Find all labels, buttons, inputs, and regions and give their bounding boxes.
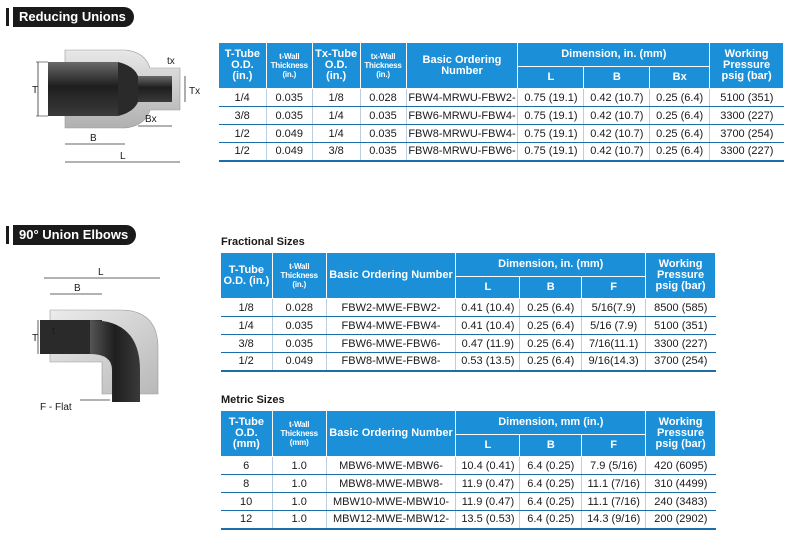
table-row	[221, 457, 716, 475]
table-cell: 0.41 (10.4)	[456, 299, 520, 317]
table-row	[219, 107, 784, 125]
table-cell: MBW8-MWE-MBW8-	[326, 475, 456, 493]
table-cell: 1/4	[219, 89, 267, 107]
table-cell: 0.035	[360, 125, 406, 143]
table-cell: 1/4	[312, 125, 360, 143]
table-cell: 0.25 (6.4)	[520, 353, 582, 371]
table-cell: 240 (3483)	[646, 493, 716, 511]
table-cell: 1/4	[221, 317, 273, 335]
table-cell: 0.75 (19.1)	[518, 107, 584, 125]
col-header-F: F	[582, 435, 646, 457]
table-cell: 0.25 (6.4)	[520, 299, 582, 317]
table-cell: MBW12-MWE-MBW12-	[326, 511, 456, 529]
elbow-dim-label-B: B	[74, 283, 81, 294]
table-cell: 11.9 (0.47)	[456, 475, 520, 493]
table-cell: 3700 (254)	[646, 353, 716, 371]
col-header-t-tube-od: T-Tube O.D. (in.)	[219, 43, 267, 89]
table-cell: 0.25 (6.4)	[520, 335, 582, 353]
table-cell: 0.53 (13.5)	[456, 353, 520, 371]
table-cell: 7.9 (5/16)	[582, 457, 646, 475]
table-cell: 13.5 (0.53)	[456, 511, 520, 529]
table-row	[221, 317, 716, 335]
reducing-unions-table	[218, 42, 784, 162]
table-cell: 0.25 (6.4)	[650, 107, 710, 125]
table-cell: 11.9 (0.47)	[456, 493, 520, 511]
table-cell: 0.035	[266, 89, 312, 107]
table-cell: 14.3 (9/16)	[582, 511, 646, 529]
col-header-ordering: Basic Ordering Number	[406, 43, 518, 89]
table-cell: FBW8-MWE-FBW8-	[326, 353, 456, 371]
col-header-tx-wall: tx-Wall Thickness (in.)	[360, 43, 406, 89]
fractional-elbows-rows	[221, 299, 716, 371]
table-cell: 0.42 (10.7)	[584, 89, 650, 107]
table-cell: FBW4-MWE-FBW4-	[326, 317, 456, 335]
table-cell: 1.0	[272, 511, 326, 529]
table-cell: 0.049	[272, 353, 326, 371]
table-cell: 0.41 (10.4)	[456, 317, 520, 335]
table-cell: 0.25 (6.4)	[520, 317, 582, 335]
table-cell: 0.75 (19.1)	[518, 143, 584, 161]
union-elbows-header	[6, 224, 136, 246]
table-cell: 8	[221, 475, 273, 493]
table-row	[221, 493, 716, 511]
section-title-reducing-unions: Reducing Unions	[13, 7, 134, 27]
elbow-dim-label-t: t	[52, 326, 55, 337]
table-cell: 0.028	[272, 299, 326, 317]
table-cell: 5100 (351)	[710, 89, 784, 107]
table-cell: 8500 (585)	[646, 299, 716, 317]
dim-label-Bx: Bx	[145, 114, 157, 125]
table-cell: 1.0	[272, 475, 326, 493]
metric-elbows-table	[220, 410, 716, 530]
col-header-B: B	[520, 277, 582, 299]
table-cell: 5100 (351)	[646, 317, 716, 335]
table-cell: FBW8-MRWU-FBW4-	[406, 125, 518, 143]
elbow-flat-label: F - Flat	[40, 402, 72, 413]
table-cell: 3300 (227)	[710, 107, 784, 125]
union-elbow-diagram	[30, 262, 200, 422]
table-cell: 0.035	[360, 107, 406, 125]
table-cell: FBW8-MRWU-FBW6-	[406, 143, 518, 161]
dim-label-B: B	[90, 133, 97, 144]
table-cell: MBW6-MWE-MBW6-	[326, 457, 456, 475]
table-cell: 310 (4499)	[646, 475, 716, 493]
col-header-L: L	[456, 435, 520, 457]
table-cell: 6.4 (0.25)	[520, 493, 582, 511]
metric-elbows-rows	[221, 457, 716, 529]
table-cell: 9/16(14.3)	[582, 353, 646, 371]
table-cell: 6.4 (0.25)	[520, 511, 582, 529]
col-header-t-wall: t-Wall Thickness (mm)	[272, 411, 326, 457]
table-cell: 3300 (227)	[710, 143, 784, 161]
col-header-t-wall: t-Wall Thickness (in.)	[272, 253, 326, 299]
table-cell: 10.4 (0.41)	[456, 457, 520, 475]
table-row	[221, 299, 716, 317]
col-header-pressure: Working Pressure psig (bar)	[710, 43, 784, 89]
col-header-B: B	[520, 435, 582, 457]
dim-label-Tx: Tx	[189, 86, 201, 97]
table-cell: 1.0	[272, 493, 326, 511]
fractional-elbows-table	[220, 252, 716, 372]
table-cell: 0.028	[360, 89, 406, 107]
reducing-unions-rows	[219, 89, 784, 161]
table-cell: FBW4-MRWU-FBW2-	[406, 89, 518, 107]
table-row	[221, 511, 716, 529]
table-cell: 6	[221, 457, 273, 475]
table-cell: 3300 (227)	[646, 335, 716, 353]
table-cell: 6.4 (0.25)	[520, 457, 582, 475]
table-cell: 420 (6095)	[646, 457, 716, 475]
col-header-L: L	[456, 277, 520, 299]
table-cell: 11.1 (7/16)	[582, 475, 646, 493]
table-cell: 1/2	[219, 143, 267, 161]
col-header-F: F	[582, 277, 646, 299]
table-cell: FBW2-MWE-FBW2-	[326, 299, 456, 317]
elbow-dim-label-T: T	[32, 333, 39, 344]
table-cell: 0.75 (19.1)	[518, 89, 584, 107]
table-cell: 7/16(11.1)	[582, 335, 646, 353]
table-cell: 0.75 (19.1)	[518, 125, 584, 143]
col-header-pressure: Working Pressure psig (bar)	[646, 411, 716, 457]
col-header-t-wall: t-Wall Thickness (in.)	[266, 43, 312, 89]
table-cell: 0.42 (10.7)	[584, 143, 650, 161]
table-row	[221, 475, 716, 493]
table-cell: 200 (2902)	[646, 511, 716, 529]
table-cell: 3/8	[219, 107, 267, 125]
header-tick	[6, 8, 9, 26]
fractional-sizes-title: Fractional Sizes	[221, 236, 305, 248]
col-header-ordering: Basic Ordering Number	[326, 253, 456, 299]
table-cell: 5/16 (7.9)	[582, 317, 646, 335]
table-cell: 3/8	[221, 335, 273, 353]
dim-label-T: T	[32, 85, 39, 96]
table-row	[221, 335, 716, 353]
table-row	[219, 89, 784, 107]
col-header-dimension: Dimension, mm (in.)	[456, 411, 646, 435]
table-cell: 0.42 (10.7)	[584, 125, 650, 143]
table-cell: FBW6-MRWU-FBW4-	[406, 107, 518, 125]
table-cell: MBW10-MWE-MBW10-	[326, 493, 456, 511]
reducing-union-diagram	[30, 40, 210, 170]
table-cell: 0.25 (6.4)	[650, 89, 710, 107]
table-cell: 0.25 (6.4)	[650, 143, 710, 161]
dim-label-L: L	[120, 151, 126, 162]
table-cell: FBW6-MWE-FBW6-	[326, 335, 456, 353]
table-row	[221, 353, 716, 371]
col-header-t-tube-od: T-Tube O.D. (in.)	[221, 253, 273, 299]
header-tick	[6, 226, 9, 244]
table-row	[219, 143, 784, 161]
table-cell: 1/8	[312, 89, 360, 107]
col-header-t-tube-od: T-Tube O.D. (mm)	[221, 411, 273, 457]
reducing-unions-header	[6, 6, 134, 28]
table-cell: 12	[221, 511, 273, 529]
table-cell: 0.42 (10.7)	[584, 107, 650, 125]
table-cell: 6.4 (0.25)	[520, 475, 582, 493]
col-header-Bx: Bx	[650, 67, 710, 89]
table-cell: 1.0	[272, 457, 326, 475]
table-cell: 0.25 (6.4)	[650, 125, 710, 143]
col-header-pressure: Working Pressure psig (bar)	[646, 253, 716, 299]
table-cell: 3700 (254)	[710, 125, 784, 143]
table-cell: 5/16(7.9)	[582, 299, 646, 317]
table-row	[219, 125, 784, 143]
table-cell: 1/2	[219, 125, 267, 143]
table-cell: 0.035	[272, 335, 326, 353]
table-cell: 10	[221, 493, 273, 511]
table-cell: 0.035	[272, 317, 326, 335]
metric-sizes-title: Metric Sizes	[221, 394, 285, 406]
table-cell: 0.035	[266, 107, 312, 125]
col-header-dimension: Dimension, in. (mm)	[518, 43, 710, 67]
col-header-B: B	[584, 67, 650, 89]
table-cell: 1/8	[221, 299, 273, 317]
table-cell: 1/2	[221, 353, 273, 371]
table-cell: 0.049	[266, 143, 312, 161]
col-header-L: L	[518, 67, 584, 89]
table-cell: 0.049	[266, 125, 312, 143]
table-cell: 0.035	[360, 143, 406, 161]
table-cell: 0.47 (11.9)	[456, 335, 520, 353]
dim-label-tx: tx	[167, 56, 175, 67]
col-header-ordering: Basic Ordering Number	[326, 411, 456, 457]
elbow-dim-label-L: L	[98, 267, 104, 278]
col-header-tx-tube-od: Tx-Tube O.D. (in.)	[312, 43, 360, 89]
section-title-union-elbows: 90° Union Elbows	[13, 225, 136, 245]
table-cell: 1/4	[312, 107, 360, 125]
table-cell: 3/8	[312, 143, 360, 161]
col-header-dimension: Dimension, in. (mm)	[456, 253, 646, 277]
table-cell: 11.1 (7/16)	[582, 493, 646, 511]
